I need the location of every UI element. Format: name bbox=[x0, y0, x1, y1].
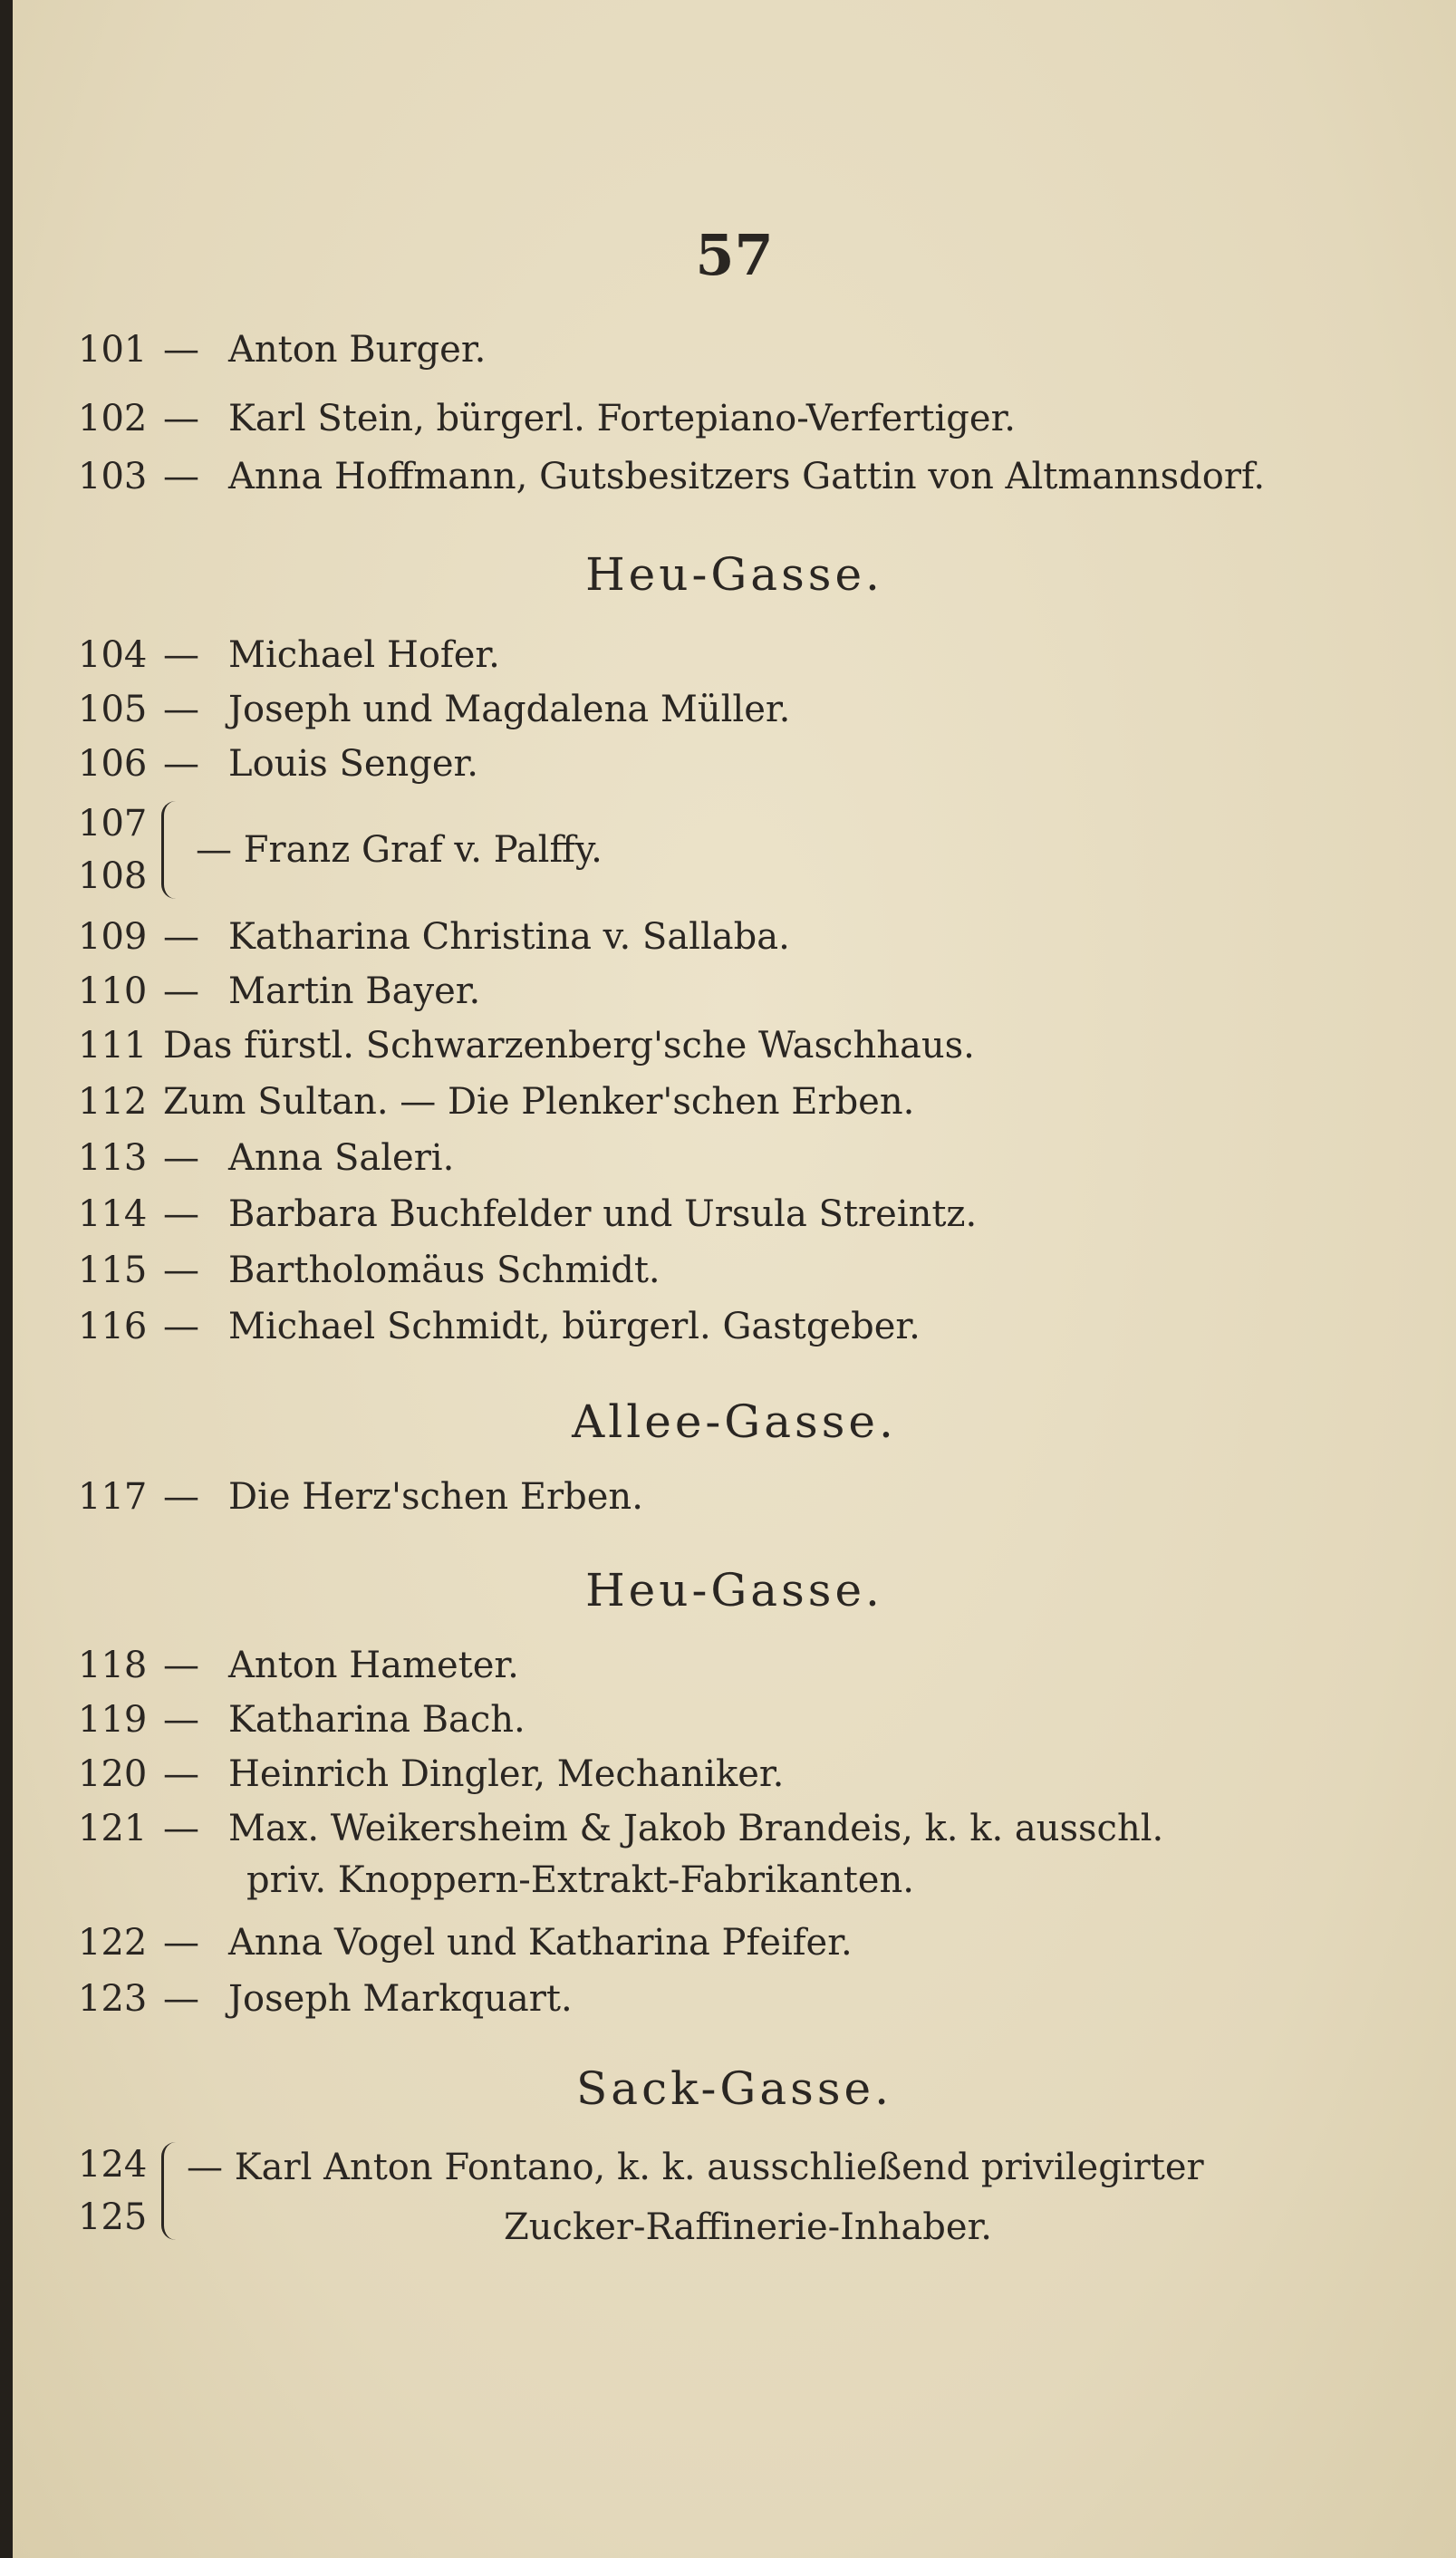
list-item-pair: 124 125 — Karl Anton Fontano, k. k. ausschließend privilegirter Zucker-Raffinerie-Inhaber. bbox=[78, 2144, 1204, 2248]
section-heading: Allee-Gasse. bbox=[572, 1395, 897, 1448]
section-heading: Heu-Gasse. bbox=[585, 1564, 883, 1617]
brace-icon bbox=[161, 801, 180, 899]
list-item: 110 — Martin Bayer. bbox=[78, 970, 481, 1012]
list-item: 114 — Barbara Buchfelder und Ursula Streintz. bbox=[78, 1193, 978, 1235]
list-item-continuation: priv. Knoppern-Extrakt-Fabrikanten. bbox=[246, 1859, 914, 1901]
document-page bbox=[13, 0, 1456, 2558]
list-item: 106 — Louis Senger. bbox=[78, 743, 478, 785]
list-item: 102 — Karl Stein, bürgerl. Fortepiano-Verfertiger. bbox=[78, 398, 1017, 439]
list-item: 122 — Anna Vogel und Katharina Pfeifer. bbox=[78, 1922, 853, 1964]
list-item: 119 — Katharina Bach. bbox=[78, 1699, 526, 1741]
list-item: 112 Zum Sultan. — Die Plenker'schen Erben. bbox=[78, 1081, 915, 1123]
list-item-pair: 107 108 — Franz Graf v. Palffy. bbox=[78, 803, 603, 897]
list-item: 116 — Michael Schmidt, bürgerl. Gastgeber. bbox=[78, 1306, 921, 1347]
section-heading: Heu-Gasse. bbox=[585, 548, 883, 601]
list-item: 101 — Anton Burger. bbox=[78, 329, 487, 371]
list-item: 115 — Bartholomäus Schmidt. bbox=[78, 1250, 661, 1291]
page-number: 57 bbox=[695, 222, 774, 288]
list-item: 104 — Michael Hofer. bbox=[78, 634, 500, 676]
list-item: 113 — Anna Saleri. bbox=[78, 1137, 455, 1179]
list-item: 105 — Joseph und Magdalena Müller. bbox=[78, 689, 791, 730]
list-item: 120 — Heinrich Dingler, Mechaniker. bbox=[78, 1753, 785, 1795]
brace-icon bbox=[161, 2142, 180, 2240]
list-item: 123 — Joseph Markquart. bbox=[78, 1978, 573, 2020]
list-item: 117 — Die Herz'schen Erben. bbox=[78, 1476, 643, 1518]
list-item: 103 — Anna Hoffmann, Gutsbesitzers Gattin von Altmannsdorf. bbox=[78, 456, 1266, 497]
section-heading: Sack-Gasse. bbox=[576, 2062, 892, 2115]
list-item: 111 Das fürstl. Schwarzenberg'sche Waschhaus. bbox=[78, 1025, 975, 1067]
list-item: 121 — Max. Weikersheim & Jakob Brandeis, k. k. ausschl. bbox=[78, 1808, 1164, 1849]
list-item: 118 — Anton Hameter. bbox=[78, 1645, 519, 1686]
list-item: 109 — Katharina Christina v. Sallaba. bbox=[78, 916, 790, 958]
